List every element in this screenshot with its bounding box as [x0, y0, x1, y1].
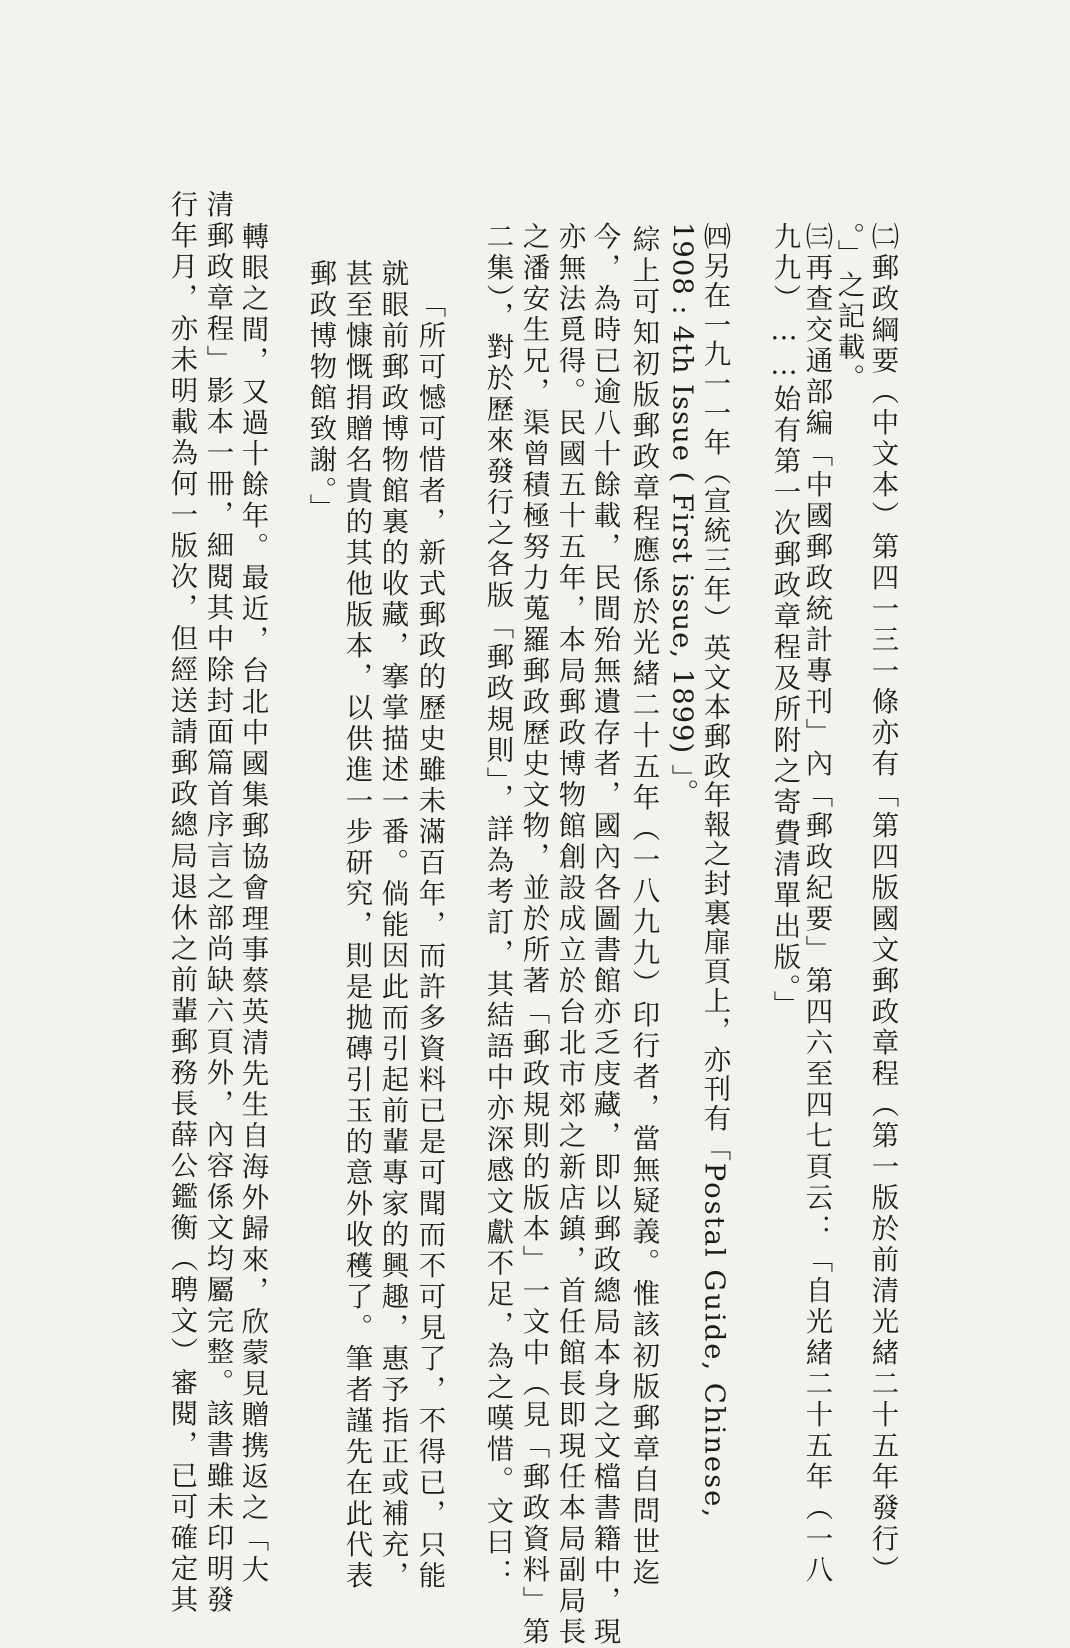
- text-column: 甚至慷慨捐贈名貴的其他版本，以供進一步研究，則是拋磚引玉的意外收穫了。筆者謹先在此代表: [340, 259, 372, 1592]
- text-column: ㈢再查交通部編「中國郵政統計專刊」內「郵政紀要」第四六至四七頁云：「自光緒二十五年（一八: [800, 222, 832, 1586]
- text-column: 亦無法覓得。民國五十五年，本局郵政博物館創設成立於台北市郊之新店鎮，首任館長即現任本局副局長: [553, 222, 585, 1648]
- text-column: 行年月，亦未明載為何一版次，但經送請郵政總局退休之前輩郵務長薛公鑑衡（聘文）審閱，已可確定其: [165, 190, 197, 1616]
- text-column: 郵政博物館致謝。」: [304, 259, 336, 525]
- text-column: 九九）……始有第一次郵政章程及所附之寄費清單出版。」: [768, 222, 800, 1022]
- text-column: 清郵政章程」影本一冊，細閱其中除封面篇首序言之部尚缺六頁外，內容係文均屬完整。該書雖未印明發: [201, 190, 233, 1616]
- text-column: 。」之記載。: [832, 222, 864, 395]
- text-column: 轉眼之間，又過十餘年。最近，台北中國集郵協會理事蔡英清先生自海外歸來，欣蒙見贈携返之「大: [236, 222, 268, 1586]
- text-column: ㈡郵政綱要（中文本）第四一三一條亦有「第四版國文郵政章程（第一版於前清光緒二十五年發行）: [866, 222, 898, 1586]
- text-column: 「所可憾可惜者，新式郵政的歷史雖未滿百年，而許多資料已是可聞而不可見了，不得已，只能: [413, 290, 445, 1592]
- text-column: ㈣另在一九一一年（宣統三年）英文本郵政年報之封裏扉頁上，亦刊有「Postal Guide, Chinese,: [698, 222, 730, 1520]
- text-column: 二集），對於歷來發行之各版「郵政規則」，詳為考訂，其結語中亦深感文獻不足，為之嘆惜。文曰：: [481, 222, 513, 1590]
- text-column: 綜上可知初版郵政章程應係於光緒二十五年（一八九九）印行者，當無疑義。惟該初版郵章自問世迄: [627, 225, 659, 1589]
- text-column: 就眼前郵政博物館裏的收藏，搴掌描述一番。倘能因此而引起前輩專家的興趣，惠予指正或補充，: [376, 259, 408, 1592]
- text-column: 1908 : 4th Issue ( First issue, 1899) 」。: [666, 222, 698, 807]
- text-column: 今，為時已逾八十餘載，民間殆無遺存者，國內各圖書館亦乏庋藏，即以郵政總局本身之文檔書籍中，現: [588, 222, 620, 1648]
- text-column: 之潘安生兄，渠曾積極努力蒐羅郵政歷史文物，並於所著「郵政規則的版本」一文中（見「郵政資料」第: [517, 222, 549, 1648]
